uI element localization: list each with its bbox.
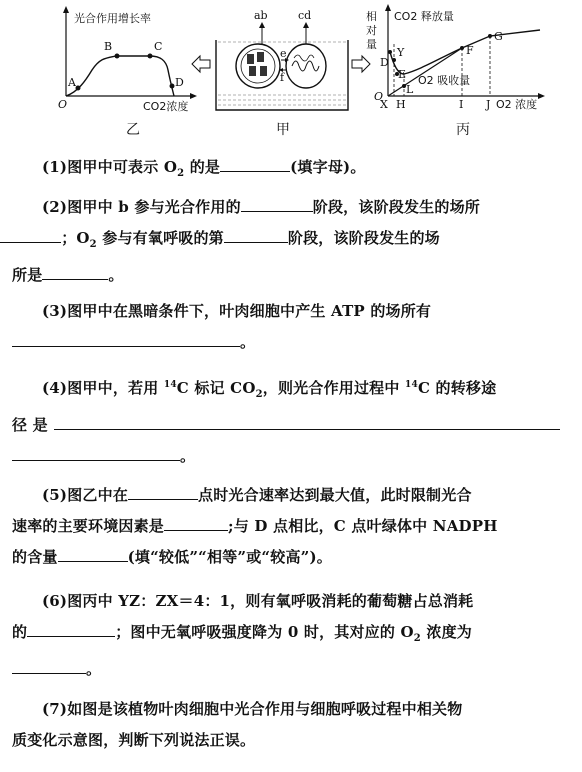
answer-blank-5c[interactable] [58,545,128,562]
yi-caption: 乙 [126,122,140,138]
yi-point-c [148,54,153,59]
yi-label-b: B [104,40,113,53]
answer-blank-1[interactable] [220,155,290,172]
bing-origin: O [374,90,384,103]
question-4: (4)图甲中，若用 $^{14}$C 标记 $CO_2$，则光合作用过程中 $^{14}$C 的转移途 径 是 。 [12,370,572,472]
question-6: (6)图丙中 YZ：ZX＝4：1，则有氧呼吸消耗的葡萄糖占总消耗 的 ；图中无氧呼吸强度降为 0 时，其对应的 $O_2$ 浓度为 。 [12,592,474,678]
answer-blank-2c[interactable] [224,226,288,243]
answer-blank-2d[interactable] [42,263,108,280]
jia-label-ab: ab [254,9,268,22]
yi-label-c: C [154,40,163,53]
bing-label-f: F [466,44,474,57]
bing-label-d: D [380,56,389,69]
answer-blank-6a[interactable] [27,620,115,637]
bing-curve1-label: CO2 释放量 [394,10,454,23]
answer-blank-5b[interactable] [164,514,228,531]
answer-blank-2b[interactable] [0,226,61,243]
answer-blank-6b[interactable] [12,657,86,674]
chloroplast [236,44,280,88]
yi-curve [66,56,174,96]
jia-label-cd: cd [298,9,312,22]
figure-jia [216,9,348,138]
yi-point-d [170,84,175,89]
yi-xlabel: CO2浓度 [143,100,189,113]
yi-point-b [115,54,120,59]
bing-label-h: H [396,98,406,111]
answer-blank-3[interactable] [12,330,240,347]
figure-bing [366,4,545,138]
question-1: (1)图甲中可表示 $O_2$ 的是 (填字母)。 [12,152,572,189]
jia-caption: 甲 [276,122,290,138]
answer-blank-4a[interactable] [54,413,560,430]
figure-panel [0,0,582,150]
bing-label-g: G [494,30,503,43]
arrow-yi-jia [192,56,210,72]
bing-co2-curve [390,30,540,74]
answer-blank-4b[interactable] [12,444,180,461]
jia-label-f: f [280,71,285,84]
figures-svg [0,0,582,150]
bing-ylabel-1: 相 [366,10,377,23]
bing-curve2-label: O2 吸收量 [418,74,471,87]
answer-blank-2a[interactable] [241,195,313,212]
bing-caption: 丙 [456,122,470,138]
yi-ylabel: 光合作用增长率 [74,12,151,25]
yi-point-a [76,86,81,91]
question-5: (5)图乙中在 点时光合速率达到最大值，此时限制光合 速率的主要环境因素是 ;与 D 点相比，C 点叶绿体中 NADPH 的含量 (填“较低”“相等”或“较高”)。 [12,480,572,573]
jia-label-e: e [280,47,287,60]
yi-origin: O [58,98,68,111]
yi-label-d: D [175,76,184,89]
bing-label-i: I [459,98,464,111]
bing-label-x: X [380,98,388,111]
bing-label-l: L [406,83,414,96]
question-7: (7)如图是该植物叶肉细胞中光合作用与细胞呼吸过程中相关物 质变化示意图，判断下列说法正误。 [12,700,463,749]
arrow-jia-bing [352,56,370,72]
yi-label-a: A [68,76,76,89]
bing-ylabel-3: 量 [366,38,377,51]
bing-xlabel: O2 浓度 [496,98,538,111]
question-3: (3)图甲中在黑暗条件下，叶肉细胞中产生 ATP 的场所有 。 [12,296,572,358]
question-2: (2)图甲中 b 参与光合作用的 阶段，该阶段发生的场所 ；$O_2$ 参与有氧呼吸的第 阶段，该阶段发生的场 所是 。 [12,192,572,291]
bing-label-e: E [398,68,407,81]
bing-ylabel-2: 对 [366,24,377,37]
bing-label-y: Y [397,46,405,59]
answer-blank-5a[interactable] [128,483,198,500]
figure-yi [58,6,197,138]
bing-label-j: J [486,98,491,111]
